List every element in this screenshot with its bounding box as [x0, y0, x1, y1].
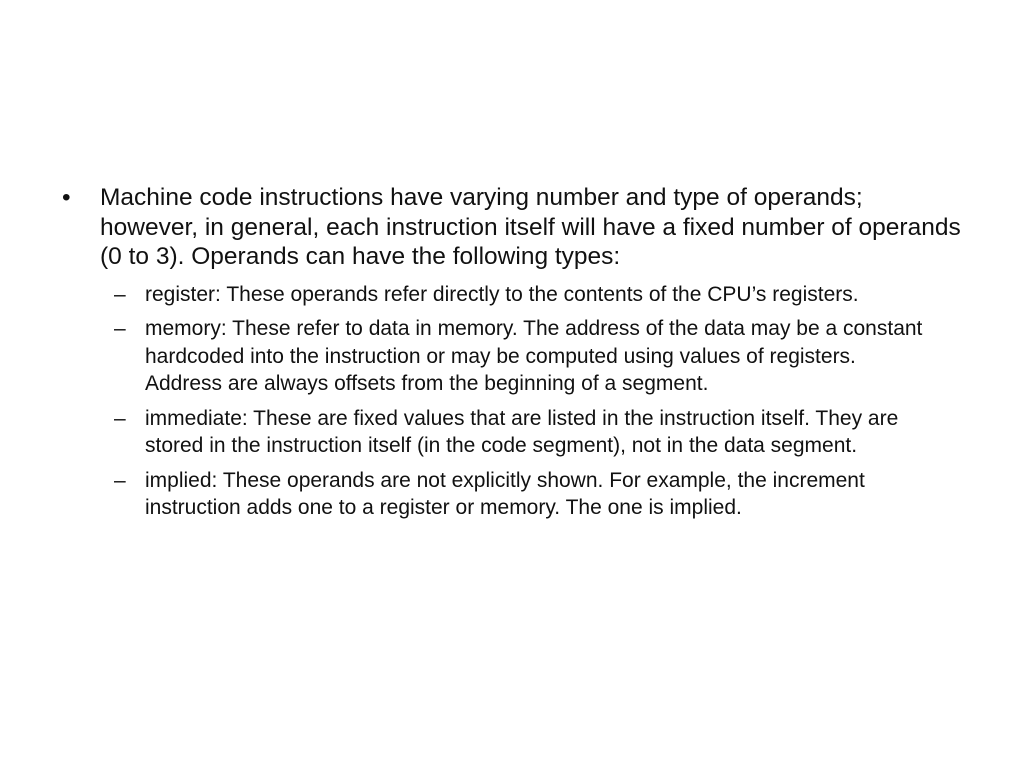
slide-content: [60, 183, 965, 529]
main-bullet-text: Machine code instructions have varying number and type of operands; however, in general, each instruction itself will have a fixed number of operands (0 to 3). Operands can have the following types:: [100, 184, 961, 270]
list-item-memory: [100, 315, 930, 398]
list-item-text: memory: These refer to data in memory. The address of the data may be a constant hardcoded into the instruction or may be computed using values of registers. Address are always offsets from the beginning of a segment.: [145, 317, 923, 395]
list-item-text: immediate: These are fixed values that are listed in the instruction itself. They are stored in the instruction itself (in the code segment), not in the data segment.: [145, 406, 899, 457]
operand-type-list: [100, 281, 930, 522]
main-bullet: [60, 183, 965, 272]
list-item-immediate: [100, 405, 930, 460]
dash-icon: –: [114, 317, 126, 340]
dash-icon: –: [114, 406, 126, 430]
list-item-implied: [100, 467, 930, 522]
bullet-dot-icon: •: [62, 184, 71, 211]
list-item-text: implied: These operands are not explicitly shown. For example, the increment instruction adds one to a register or memory. The one is implied.: [145, 468, 865, 519]
dash-icon: –: [114, 468, 126, 492]
list-item-register: [100, 281, 930, 309]
dash-icon: –: [114, 282, 126, 306]
list-item-text: register: These operands refer directly to the contents of the CPU’s registers.: [145, 282, 859, 306]
